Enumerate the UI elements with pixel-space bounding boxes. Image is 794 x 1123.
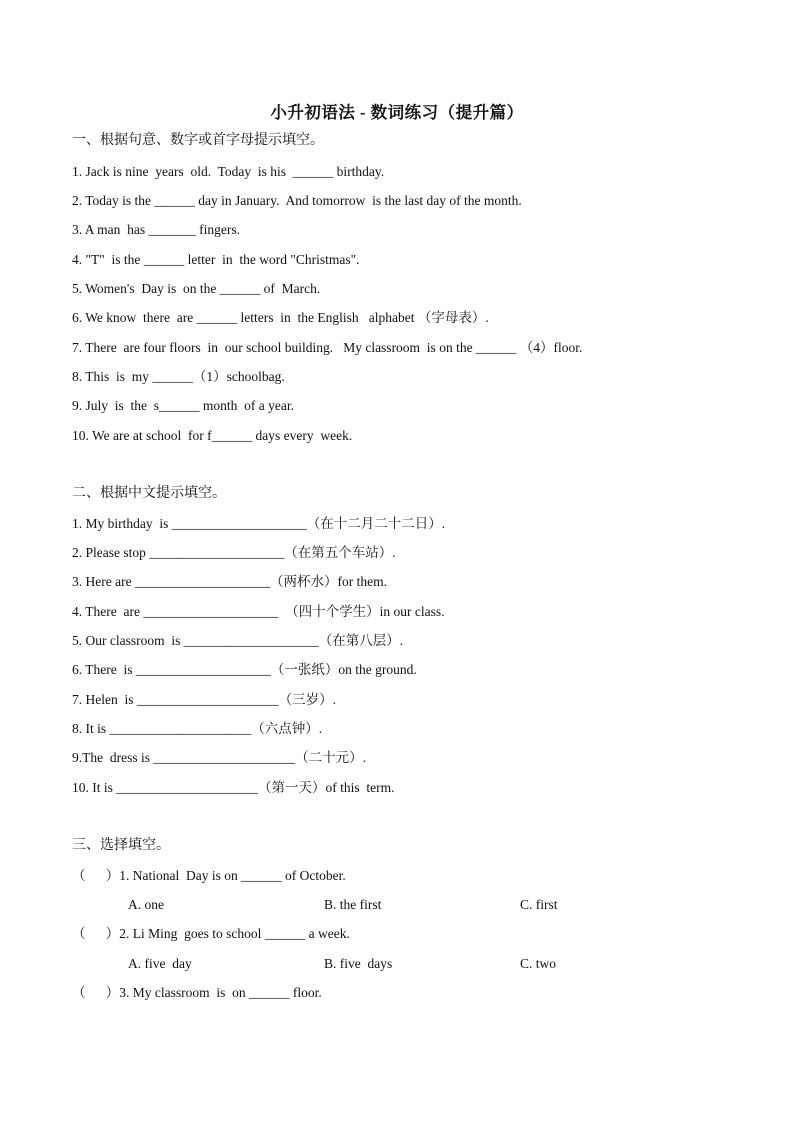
section1-item-2: 2. Today is the ______ day in January. And tomorrow is the last day of the month. (72, 193, 522, 208)
section1-item-1: 1. Jack is nine years old. Today is his ______ birthday. (72, 164, 385, 179)
section1-heading: 一、根据句意、数字或首字母提示填空。 (72, 133, 324, 148)
section2-item-7: 7. Helen is _____________________（三岁）. (72, 692, 336, 707)
section1-item-10: 10. We are at school for f______ days every week. (72, 428, 353, 443)
section3-q1-option-a: A. one (128, 897, 164, 912)
section1-item-7: 7. There are four floors in our school building. My classroom is on the ______ （4）floor. (72, 340, 583, 355)
worksheet-title: 小升初语法 - 数词练习（提升篇） (270, 103, 524, 122)
section3-q2-option-c: C. two (520, 956, 557, 971)
section1-item-6: 6. We know there are ______ letters in the English alphabet （字母表）. (72, 310, 489, 325)
section1-item-8: 8. This is my ______（1）schoolbag. (72, 369, 285, 384)
section1-item-4: 4. "T" is the ______ letter in the word "Christmas". (72, 252, 360, 267)
section3-question-3: （ ）3. My classroom is on ______ floor. (72, 985, 322, 1000)
section3-q1-option-b: B. the first (324, 897, 382, 912)
section2-item-9: 9.The dress is _____________________（二十元）. (72, 750, 366, 765)
section2-heading: 二、根据中文提示填空。 (72, 486, 226, 501)
section1-item-5: 5. Women's Day is on the ______ of March. (72, 281, 321, 296)
section1-item-9: 9. July is the s______ month of a year. (72, 398, 294, 413)
section1-item-3: 3. A man has _______ fingers. (72, 222, 240, 237)
section2-item-1: 1. My birthday is ____________________（在十二月二十二日）. (72, 516, 446, 531)
section3-q2-option-a: A. five day (128, 956, 192, 971)
section3-q2-option-b: B. five days (324, 956, 393, 971)
section2-item-6: 6. There is ____________________（一张纸）on the ground. (72, 662, 417, 677)
section3-q1-option-c: C. first (520, 897, 558, 912)
section2-item-10: 10. It is _____________________（第一天）of this term. (72, 780, 395, 795)
section2-item-2: 2. Please stop ____________________（在第五个车站）. (72, 545, 396, 560)
section2-item-3: 3. Here are ____________________（两杯水）for them. (72, 574, 387, 589)
section2-item-8: 8. It is _____________________（六点钟）. (72, 721, 323, 736)
section3-heading: 三、选择填空。 (72, 838, 170, 853)
section3-question-2: （ ）2. Li Ming goes to school ______ a week. (72, 926, 350, 941)
section2-item-5: 5. Our classroom is ____________________（在第八层）. (72, 633, 404, 648)
section3-question-1: （ ）1. National Day is on ______ of October. (72, 868, 346, 883)
section2-item-4: 4. There are ____________________ （四十个学生）in our class. (72, 604, 445, 619)
